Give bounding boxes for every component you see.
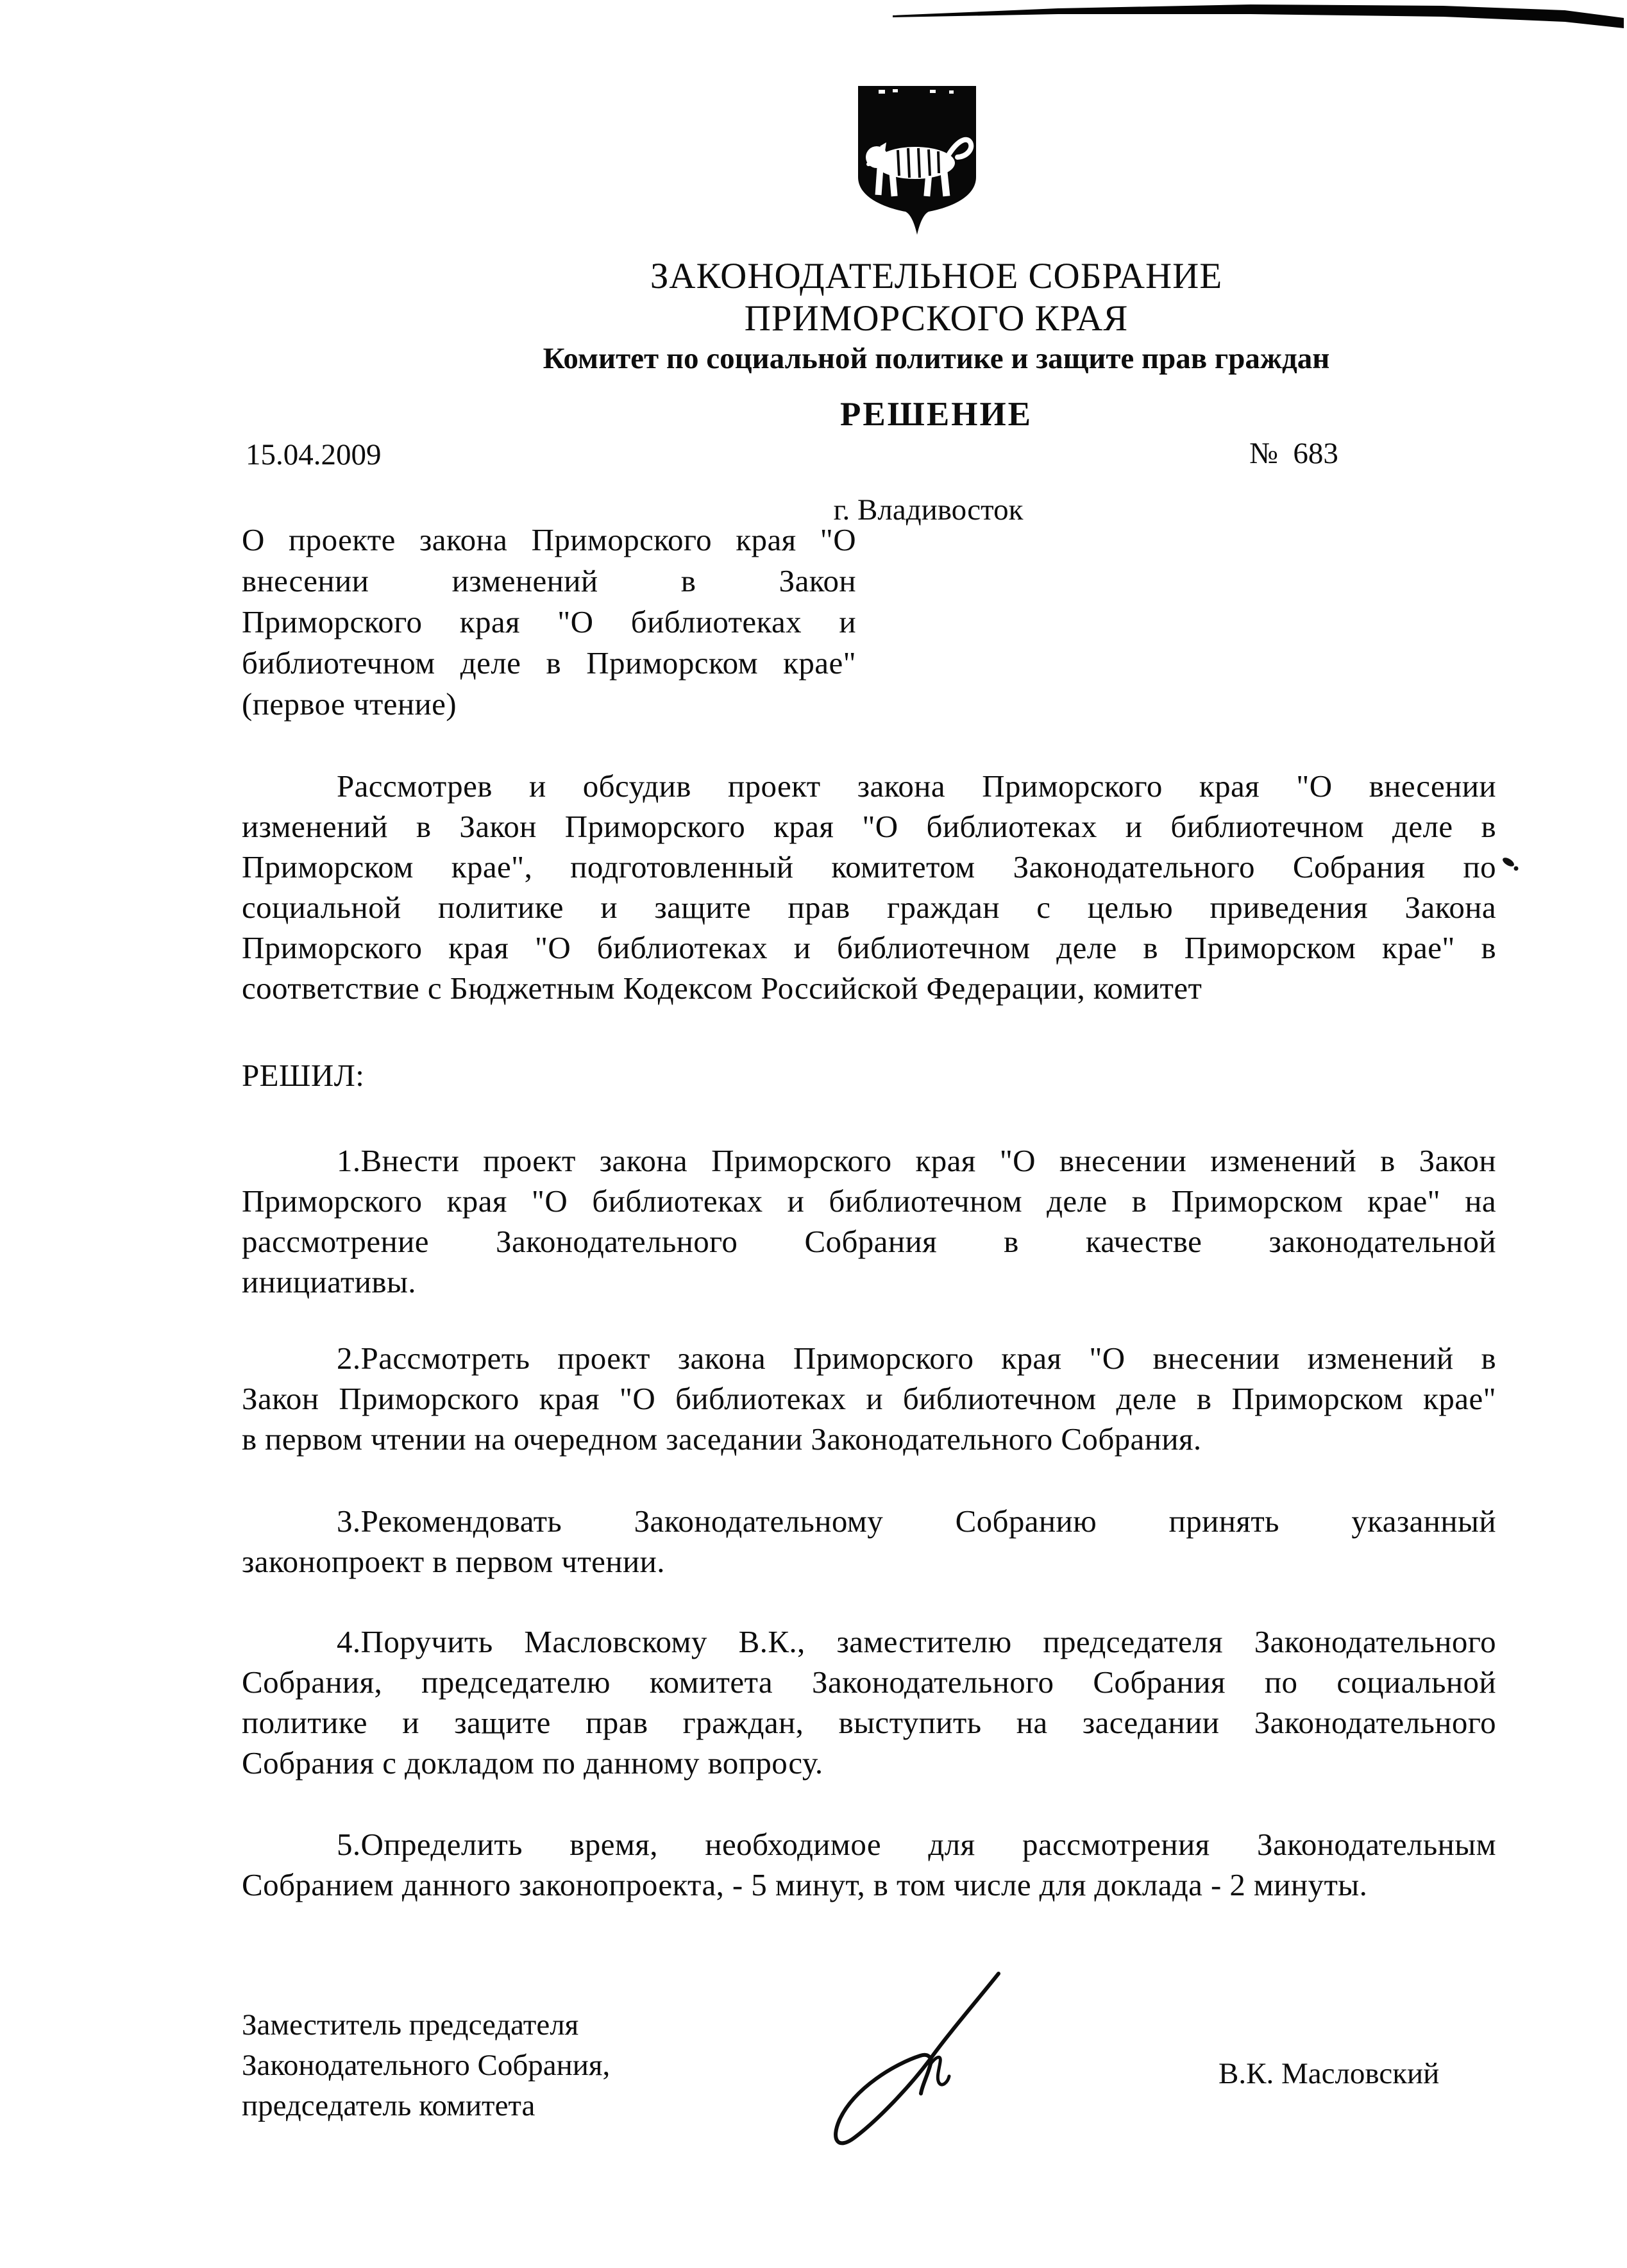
signature-post-line: Законодательного Собрания,: [242, 2049, 611, 2082]
subject-line: Приморского края "О библиотеках и: [242, 604, 856, 639]
item-line: Собрания с докладом по данному вопросу.: [242, 1745, 823, 1781]
doc-place: г. Владивосток: [833, 493, 1024, 527]
decision-item-3: [242, 1501, 1496, 1582]
scan-artifact-line: [0, 0, 1627, 38]
resolution-keyword: РЕШИЛ:: [242, 1058, 365, 1093]
doc-number: № 683: [1249, 437, 1338, 470]
body-line: изменений в Закон Приморского края "О библиотеках и библиотечном деле в: [242, 809, 1496, 844]
org-name-line1: ЗАКОНОДАТЕЛЬНОЕ СОБРАНИЕ: [650, 256, 1223, 296]
signatory-name: В.К. Масловский: [1218, 2057, 1440, 2090]
preamble-paragraph: [242, 766, 1496, 1008]
body-line: социальной политике и защите прав граждан с целью приведения Закона: [242, 890, 1496, 925]
doc-type-title: РЕШЕНИЕ: [839, 396, 1033, 433]
item-line: политике и защите прав граждан, выступить на заседании Законодательного: [242, 1705, 1496, 1740]
signature-post-line: председатель комитета: [242, 2089, 535, 2122]
subject-line: О проекте закона Приморского края "О: [242, 522, 856, 557]
signature-stroke-icon: [824, 1966, 1016, 2158]
body-line: Рассмотрев и обсудив проект закона Приморского края "О внесении: [337, 768, 1496, 804]
item-line: рассмотрение Законодательного Собрания в качестве законодательной: [242, 1224, 1496, 1259]
item-line: 5.Определить время, необходимое для рассмотрения Законодательным: [337, 1827, 1496, 1862]
org-name-line2: ПРИМОРСКОГО КРАЯ: [744, 298, 1129, 339]
item-line: законопроект в первом чтении.: [242, 1544, 665, 1579]
item-line: 3.Рекомендовать Законодательному Собранию принять указанный: [337, 1503, 1496, 1539]
body-line: Приморском крае", подготовленный комитетом Законодательного Собрания по: [242, 849, 1496, 884]
decision-item-1: [242, 1140, 1496, 1302]
committee-name: Комитет по социальной политике и защите прав граждан: [543, 342, 1330, 375]
body-line: Приморского края "О библиотеках и библиотечном деле в Приморском крае" в: [242, 930, 1496, 965]
doc-date: 15.04.2009: [246, 438, 382, 471]
item-line: инициативы.: [242, 1264, 416, 1299]
item-line: Собрания, председателю комитета Законодательного Собрания по социальной: [242, 1664, 1496, 1700]
subject-line: библиотечном деле в Приморском крае": [242, 645, 856, 681]
item-line: 1.Внести проект закона Приморского края "О внесении изменений в Закон: [337, 1143, 1496, 1178]
item-line: 4.Поручить Масловскому В.К., заместителю председателя Законодательного: [337, 1624, 1496, 1659]
decision-item-5: [242, 1824, 1496, 1905]
item-line: Собранием данного законопроекта, - 5 минут, в том числе для доклада - 2 минуты.: [242, 1867, 1368, 1902]
signature-post-line: Заместитель председателя: [242, 2008, 579, 2042]
body-line: соответствие с Бюджетным Кодексом Российской Федерации, комитет: [242, 970, 1202, 1006]
decision-item-2: [242, 1338, 1496, 1459]
item-line: Приморского края "О библиотеках и библиотечном деле в Приморском крае" на: [242, 1183, 1496, 1219]
subject-line: внесении изменений в Закон: [242, 563, 856, 598]
subject-line: (первое чтение): [242, 686, 457, 722]
ink-blot-artifact: [1498, 853, 1524, 876]
decision-item-4: [242, 1621, 1496, 1783]
emblem-icon: [853, 82, 981, 236]
item-line: в первом чтении на очередном заседании Законодательного Собрания.: [242, 1421, 1202, 1457]
item-line: 2.Рассмотреть проект закона Приморского края "О внесении изменений в: [337, 1341, 1496, 1376]
item-line: Закон Приморского края "О библиотеках и библиотечном деле в Приморском крае": [242, 1381, 1496, 1416]
signature-block: [242, 2005, 819, 2126]
subject-block: [242, 520, 856, 725]
